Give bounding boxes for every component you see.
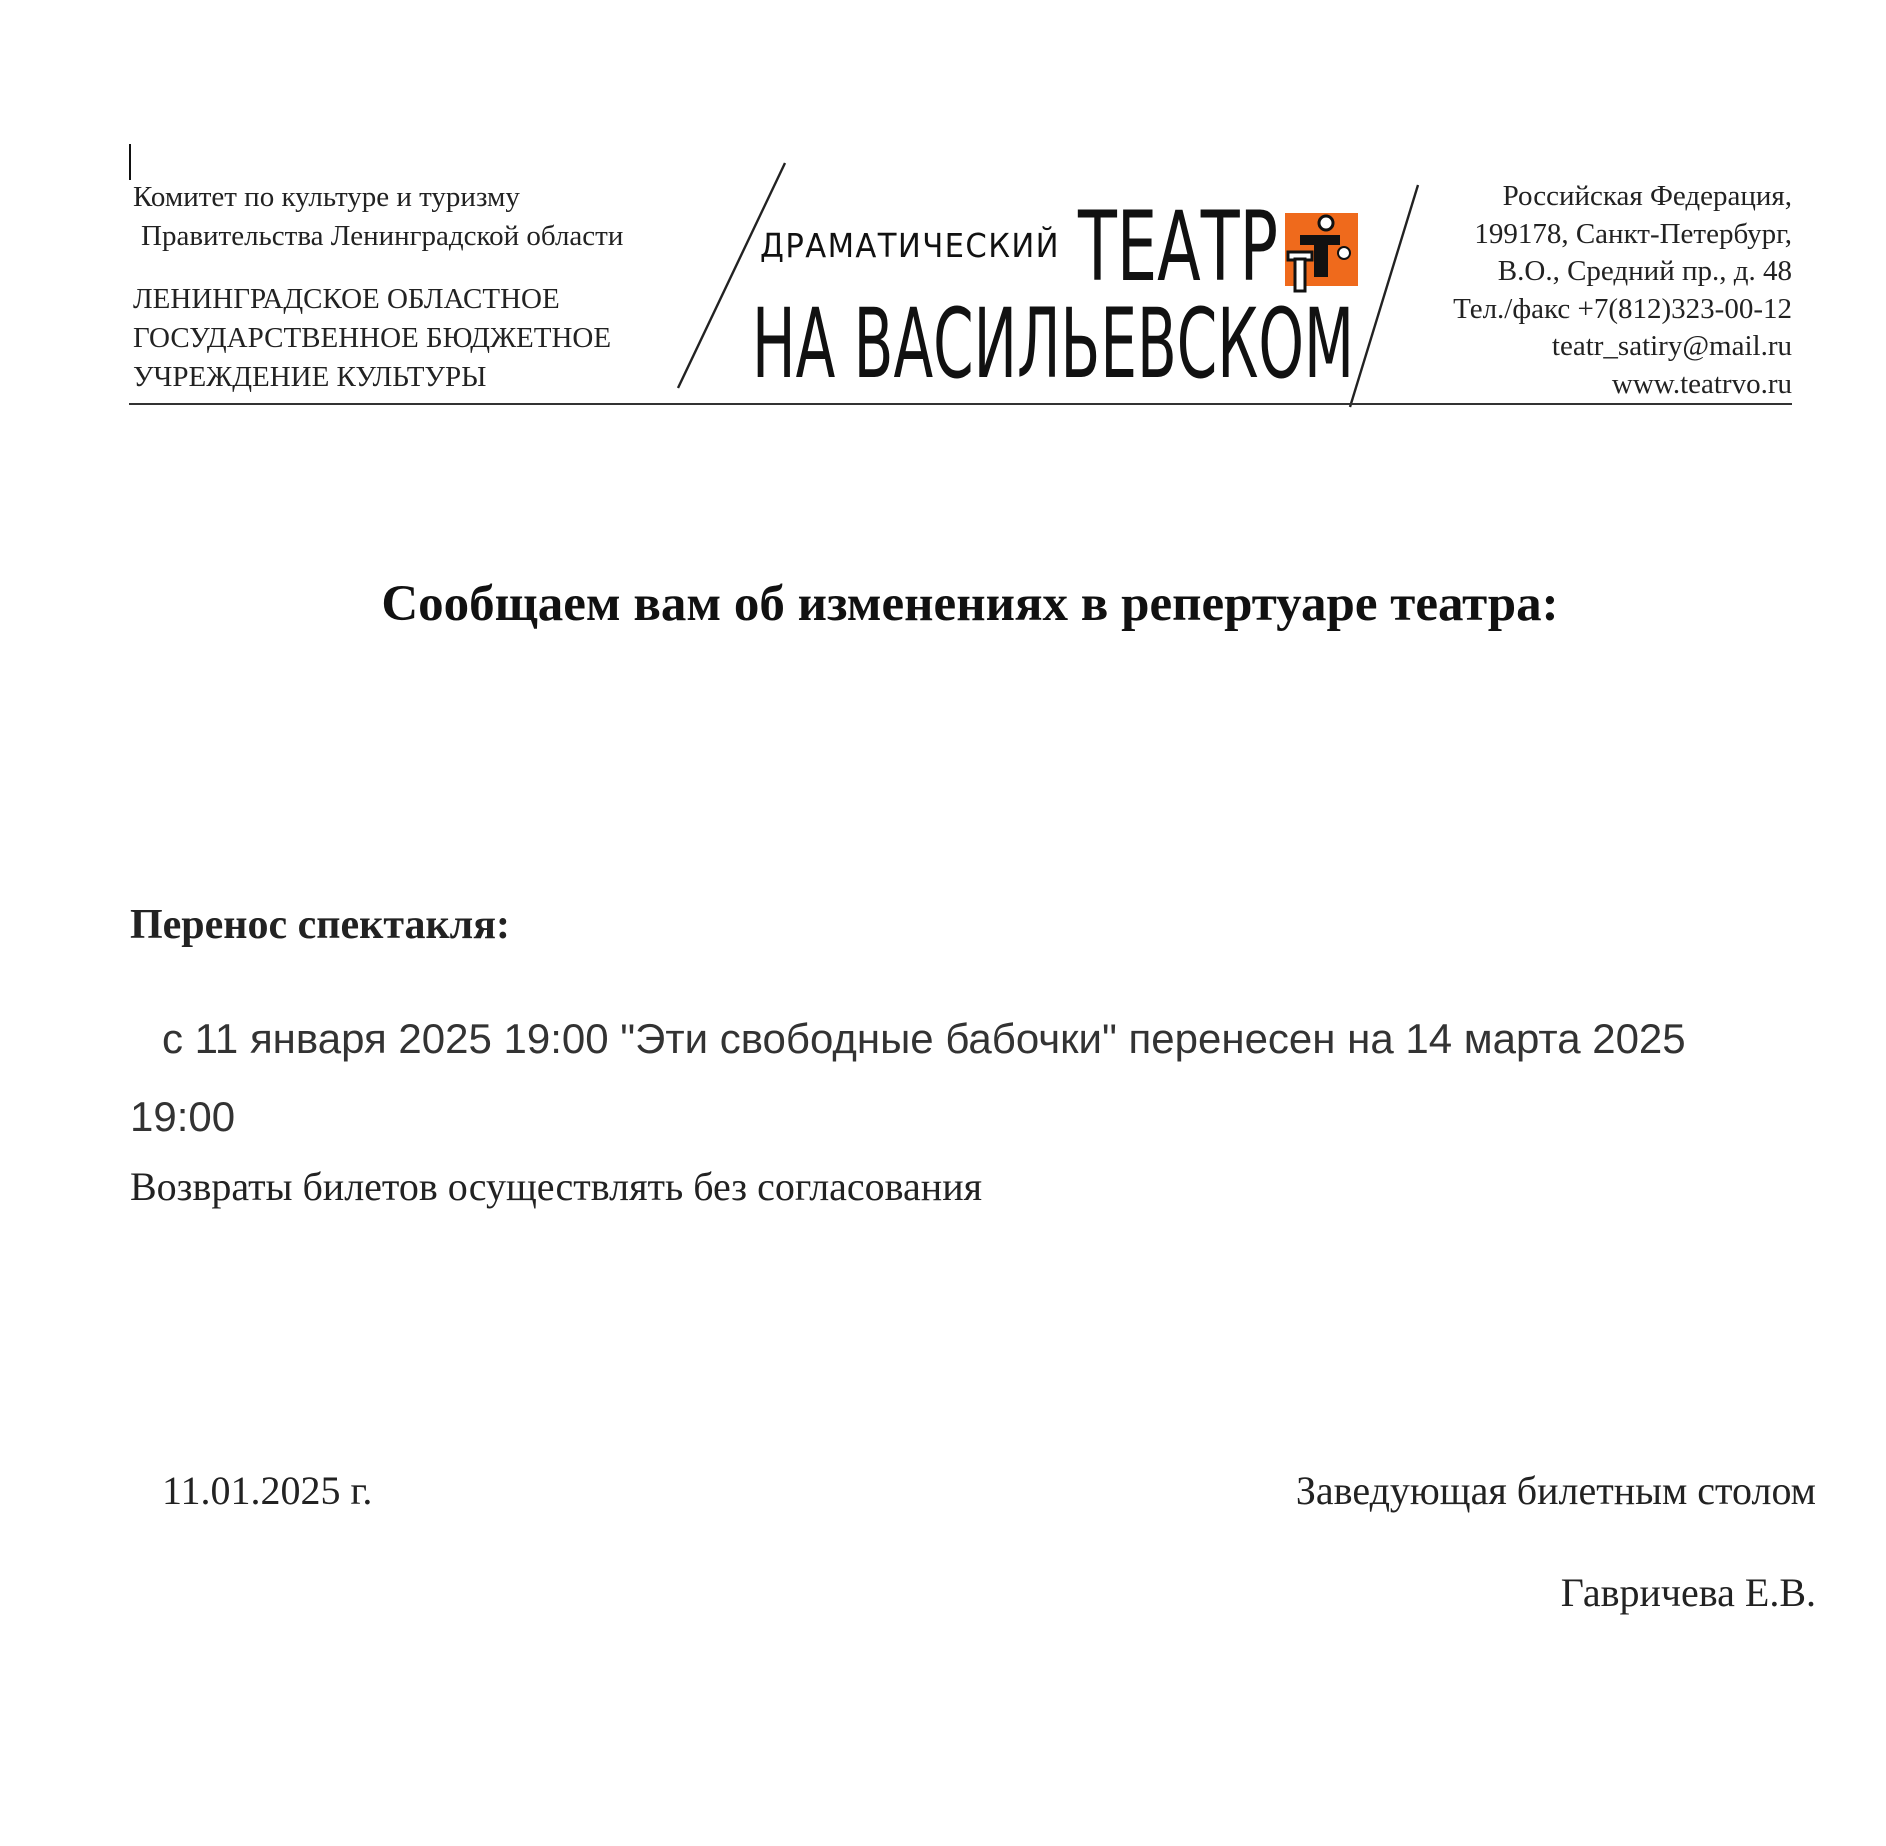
text-cursor [129,144,131,180]
institution-line-2: ГОСУДАРСТВЕННОЕ БЮДЖЕТНОЕ [133,322,612,354]
address-line: В.О., Средний пр., д. 48 [1497,255,1792,288]
phone-line: Тел./факс +7(812)323-00-12 [1453,292,1792,325]
logo-bottom-text: НА ВАСИЛЬЕВСКОМ [752,288,1354,400]
logo-small-text: ДРАМАТИЧЕСКИЙ [760,226,1083,265]
postpone-paragraph [130,1000,1830,1156]
refund-note: Возвраты билетов осуществлять без согласования [130,1164,982,1209]
postpone-line-2: 19:00 [130,1093,236,1140]
country-line: Российская Федерация, [1502,180,1792,212]
header-divider [129,403,1792,405]
government-line: Правительства Ленинградской области [141,220,624,252]
signer-title: Заведующая билетным столом [1295,1468,1816,1513]
institution-line-3: УЧРЕЖДЕНИЕ КУЛЬТУРЫ [133,361,487,393]
city-line: 199178, Санкт-Петербург, [1474,217,1792,250]
institution-line-1: ЛЕНИНГРАДСКОЕ ОБЛАСТНОЕ [133,283,560,315]
document-date: 11.01.2025 г. [162,1468,373,1513]
logo-big-word: ТЕАТР [1077,191,1278,303]
website-line: www.teatrvo.ru [1611,367,1792,400]
committee-line: Комитет по культуре и туризму [133,181,520,213]
letterhead-right [1272,178,1792,404]
email-line: teatr_satiry@mail.ru [1551,330,1792,363]
section-heading: Перенос спектакля: [130,902,510,948]
signer-name: Гавричева Е.В. [1560,1570,1816,1615]
notice-title: Сообщаем вам об изменениях в репертуаре театра: [381,576,1559,632]
postpone-line-1: с 11 января 2025 19:00 "Эти свободные бабочки" перенесен на 14 марта 2025 [162,1015,1686,1062]
